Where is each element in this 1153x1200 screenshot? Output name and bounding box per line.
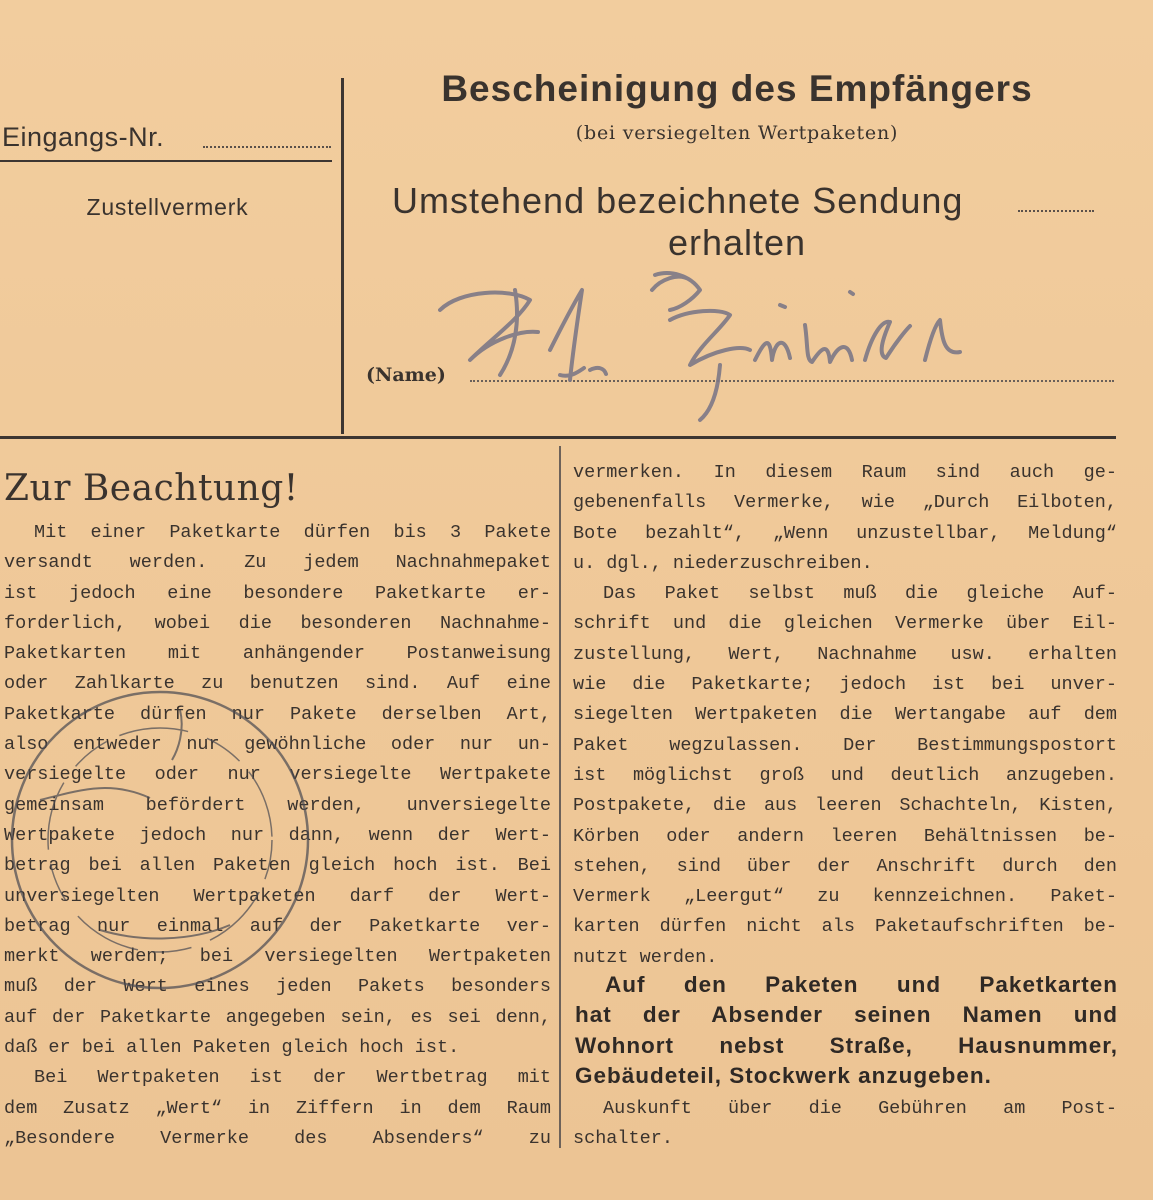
left-line: forderlich, wobei die besonderen Nachnahme- — [4, 612, 551, 634]
bold-line: hat der Absender seinen Namen und — [575, 1002, 1118, 1028]
name-label: (Name) — [366, 364, 446, 386]
left-line: unversiegelten Wertpaketen darf der Wert- — [4, 885, 551, 907]
right-line: ist möglichst groß und deutlich anzugeben. — [573, 764, 1117, 786]
right-line: Bote bezahlt“, „Wenn unzustellbar, Meldung“ — [573, 522, 1117, 544]
sendung-dotted-line — [1018, 210, 1094, 212]
right-line: siegelten Wertpaketen die Wertangabe auf dem — [573, 704, 1117, 726]
sendung-line-1: Umstehend bezeichnete Sendung — [392, 180, 964, 221]
signature-text: Erl. Brünell — [420, 250, 426, 251]
right-line: zustellung, Wert, Nachnahme usw. erhalten — [573, 643, 1117, 665]
sender-notice — [575, 970, 1118, 1091]
right-line: karten dürfen nicht als Paketaufschriften be- — [573, 916, 1117, 938]
bold-line: Auf den Paketen und Paketkarten — [605, 972, 1118, 997]
horizontal-divider — [0, 436, 1116, 439]
left-line: muß der Wert eines jeden Pakets besonders — [4, 976, 551, 998]
postmark-stamp — [0, 680, 330, 1020]
left-line: Bei Wertpaketen ist der Wertbetrag mit — [34, 1067, 551, 1089]
left-line: betrag nur einmal auf der Paketkarte ver- — [4, 915, 551, 937]
closing-line: Auskunft über die Gebühren am Post- — [603, 1098, 1117, 1119]
left-line: ist jedoch eine besondere Paketkarte er- — [4, 582, 551, 604]
closing-line: schalter. — [573, 1128, 673, 1150]
left-line: „Besondere Vermerke des Absenders“ zu — [4, 1127, 551, 1149]
right-line: schrift und die gleichen Vermerke über Eil- — [573, 613, 1117, 635]
right-line: Das Paket selbst muß die gleiche Auf- — [603, 583, 1117, 605]
left-line: merkt werden; bei versiegelten Wertpaketen — [4, 946, 551, 968]
left-line: versandt werden. Zu jedem Nachnahmepaket — [4, 552, 551, 574]
right-line: Postpakete, die aus leeren Schachteln, Kisten, — [573, 795, 1117, 817]
eingang-label: Eingangs-Nr. — [2, 122, 165, 152]
right-line: u. dgl., niederzuschreiben. — [573, 552, 873, 574]
sendung-line-2: erhalten — [667, 222, 807, 263]
right-text-column — [573, 458, 1117, 973]
right-line: nutzt werden. — [573, 946, 718, 968]
bold-line: Gebäudeteil, Stockwerk anzugeben. — [575, 1062, 992, 1088]
eingang-underline — [0, 160, 332, 162]
right-line: Körben oder andern leeren Behältnissen be- — [573, 825, 1117, 847]
right-line: wie die Paketkarte; jedoch ist bei unver- — [573, 674, 1117, 696]
left-line: gemeinsam befördert werden, unversiegelte — [4, 794, 551, 816]
right-line: vermerken. In diesem Raum sind auch ge- — [573, 462, 1117, 483]
zustellvermerk-label: Zustellvermerk — [86, 194, 249, 220]
right-line: stehen, sind über der Anschrift durch den — [573, 855, 1117, 877]
right-line: Vermerk „Leergut“ zu kennzeichnen. Paket- — [573, 886, 1117, 908]
left-line: Wertpakete jedoch nur dann, wenn der Wert- — [4, 824, 551, 846]
bold-line: Wohnort nebst Straße, Hausnummer, — [575, 1032, 1118, 1058]
left-line: auf der Paketkarte angegeben sein, es sei denn, — [4, 1006, 551, 1028]
vertical-divider-bottom — [559, 446, 561, 1148]
left-line: betrag bei allen Paketen gleich hoch ist. Bei — [4, 855, 551, 877]
closing-text — [573, 1094, 1117, 1155]
left-line: Paketkarten mit anhängender Postanweisung — [4, 643, 551, 665]
left-line: versiegelte oder nur versiegelte Wertpakete — [4, 764, 551, 786]
left-line: dem Zusatz „Wert“ in Ziffern in dem Raum — [4, 1097, 551, 1119]
handwritten-signature — [420, 250, 980, 430]
left-line: oder Zahlkarte zu benutzen sind. Auf eine — [4, 673, 551, 695]
right-line: gebenenfalls Vermerke, wie „Durch Eilboten, — [573, 492, 1117, 514]
left-line: Paketkarte dürfen nur Pakete derselben Art, — [4, 703, 551, 725]
bescheinigung-title: Bescheinigung des Empfängers — [441, 68, 1033, 109]
left-line: Mit einer Paketkarte dürfen bis 3 Pakete — [34, 522, 551, 543]
eingang-dotted-line — [203, 146, 331, 148]
left-line: also entweder nur gewöhnliche oder nur un- — [4, 734, 551, 756]
section-heading: Zur Beachtung! — [4, 468, 299, 509]
right-line: Paket wegzulassen. Der Bestimmungspostort — [573, 734, 1117, 756]
bescheinigung-subtitle: (bei versiegelten Wertpaketen) — [575, 122, 899, 144]
left-line: daß er bei allen Paketen gleich hoch ist. — [4, 1037, 460, 1059]
